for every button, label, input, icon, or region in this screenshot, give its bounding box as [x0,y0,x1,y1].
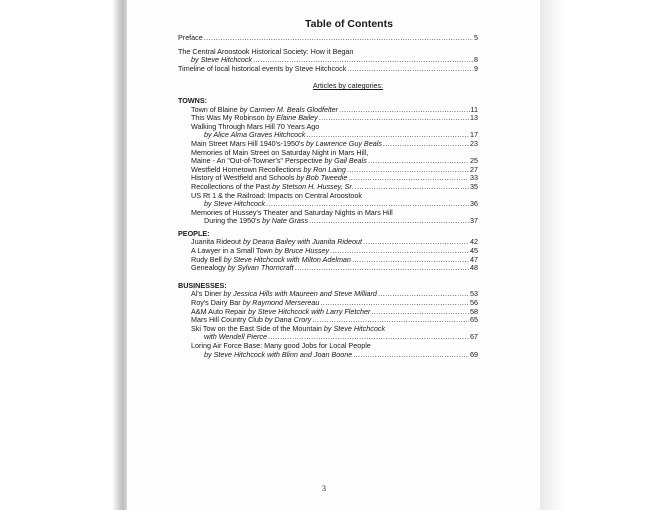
dot-leader [309,217,469,226]
entry-page: 67 [470,332,478,342]
entry-page: 56 [470,298,478,308]
entry-page: 23 [470,138,478,148]
entry-page: 35 [470,181,478,191]
entry-page: 36 [470,199,478,209]
entry-author: by Jessica Hills with Maureen and Steve Milliard [223,289,377,299]
dot-leader [368,157,469,166]
entry-author: by Raymond Mersereau [242,298,320,308]
entry-page: 5 [474,33,478,42]
dot-leader [319,114,469,123]
entry-author: by Steve Hitchcock with Milton Adelman [223,254,351,264]
dot-leader [355,183,469,192]
entry-title: Timeline of local historical events by Steve Hitchcock [178,63,347,73]
section-heading-businesses: BUSINESSES: [178,280,227,290]
toc-entry [178,264,478,273]
entry-title: Westfield Hometown Recollections [191,164,304,174]
entry-page: 27 [470,164,478,174]
entry-author: by Bob Tweedie [296,173,348,183]
dot-leader [204,34,473,43]
entry-title: Mars Hill Country Club [191,315,265,325]
entry-author: by Carmen M. Beals Glodfelter [239,104,339,114]
dot-leader [295,264,469,273]
entry-author: by Steve Hitchcock [204,199,266,209]
dot-leader [353,351,469,360]
entry-page: 17 [470,130,478,140]
entry-title: Genealogy [191,263,228,273]
entry-title: Recollections of the Past [191,181,273,191]
dot-leader [347,166,469,175]
entry-author: by Bruce Hussey [274,246,330,256]
categories-label: Articles by categories: [312,81,384,91]
entry-author: by Lawrence Guy Beals [306,138,382,148]
entry-page: 33 [470,173,478,183]
entry-author: by Steve Hitchcock with Larry Fletcher [248,306,371,316]
dot-leader [383,140,469,149]
dot-leader [352,256,469,265]
toc-entry-timeline [178,65,478,74]
right-page-edge-shadow [540,0,672,510]
entry-title: A&M Auto Repair [191,306,249,316]
entry-page: 45 [470,246,478,256]
entry-page: 13 [470,113,478,123]
entry-page: 9 [474,63,478,73]
entry-author: by Nate Grass [262,216,309,226]
entry-title: US Rt 1 & the Railroad: Impacts on Central Aroostook [191,190,362,200]
page-number: 3 [322,484,326,493]
entry-title: Memories of Main Street on Saturday Night in Mars Hill, [191,147,369,157]
entry-page: 48 [470,263,478,273]
table-of-contents [178,18,478,359]
entry-author: by Steve Hitchcock [323,323,386,333]
entry-author: by Alice Alma Graves Hitchcock [204,130,306,140]
entry-title: This Was My Robinson [191,113,267,123]
entry-page: 69 [470,349,478,359]
entry-page: 47 [470,254,478,264]
entry-title: The Central Aroostook Historical Society: How it Began [178,46,354,56]
entry-page: 11 [470,104,478,114]
toc-entry-continued [178,351,478,360]
dot-leader [348,174,469,183]
entry-title-line2: Maine - An "Out-of-Towner's" Perspective [191,156,325,166]
entry-title: Town of Blaine [191,104,240,114]
entry-page: 58 [470,306,478,316]
entry-page: 25 [470,156,478,166]
section-heading-people: PEOPLE: [178,228,210,238]
entry-title: Al's Diner [191,289,224,299]
toc-title: Table of Contents [305,18,393,30]
entry-page: 8 [474,55,478,65]
entry-page: 37 [470,216,478,226]
entry-title: A Lawyer in a Small Town [191,246,275,256]
entry-author: by Sylvan Thorncraft [227,263,294,273]
dot-leader [339,106,470,115]
entry-title-line2: During the 1950's [204,216,263,226]
left-page-edge-shadow [0,0,127,510]
dot-leader [371,308,469,317]
entry-title: Preface [178,33,203,42]
entry-title: Ski Tow on the East Side of the Mountain [191,323,324,333]
entry-title: Loring Air Force Base: Many good Jobs for Local People [191,341,371,350]
entry-author: by Deana Bailey with Juanita Rideout [242,237,363,247]
entry-author: by Steve Hitchcock with Blinn and Joan Boone [204,349,353,359]
entry-page: 53 [470,289,478,299]
entry-title: Main Street Mars Hill 1940's-1950's [191,138,306,148]
entry-title: Roy's Dairy Bar [191,298,243,308]
dot-leader [347,65,473,74]
entry-title: History of Westfield and Schools [191,173,297,183]
entry-author-line2: with Wendell Pierce [204,332,267,342]
section-heading-towns: TOWNS: [178,95,208,105]
entry-title: Walking Through Mars Hill 70 Years Ago [191,121,320,131]
entry-author: by Gail Beals [324,156,367,166]
entry-author: by Dana Crory [264,315,312,325]
toc-entry-preface [178,34,478,43]
entry-author: by Stetson H. Hussey, Sr. [272,181,354,191]
entry-page: 42 [470,237,478,247]
dot-leader [363,238,469,247]
entry-author: by Ron Laing [303,164,346,174]
entry-author: by Elaine Bailey [266,113,318,123]
entry-page: 65 [470,315,478,325]
dot-leader [378,290,469,299]
entry-title: Rudy Bell [191,254,224,264]
toc-entry-continued [178,217,478,226]
entry-author: by Steve Hitchcock [191,55,253,65]
entry-title: Juanita Rideout [191,237,243,247]
entry-title: Memories of Hussey's Theater and Saturday Nights in Mars Hill [191,207,393,217]
